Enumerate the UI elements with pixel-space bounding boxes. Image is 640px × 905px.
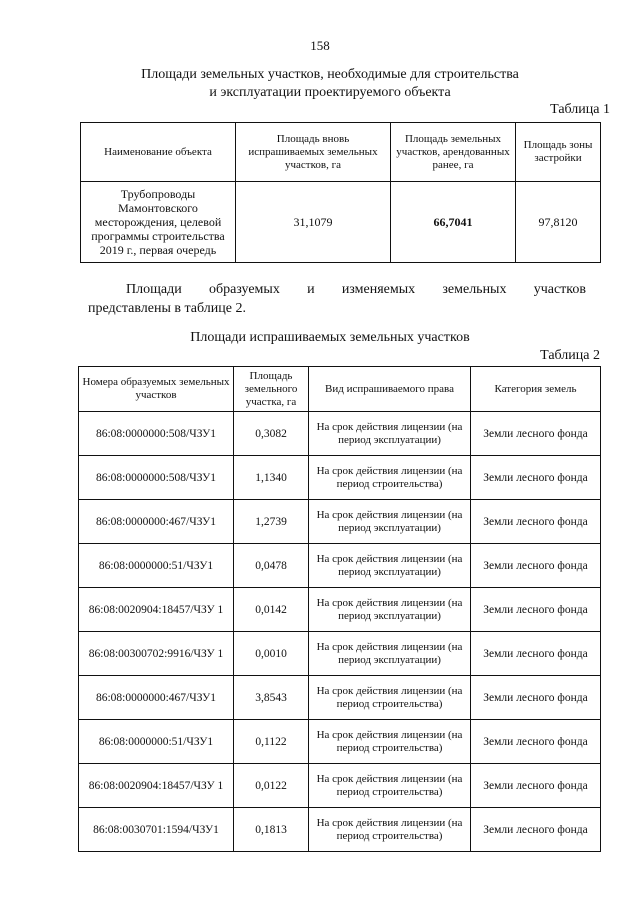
table2-caption: Таблица 2 [540,348,600,363]
plot-number-cell: 86:08:0000000:51/ЧЗУ1 [79,720,234,764]
right-type-cell: На срок действия лицензии (на период строительства) [309,720,471,764]
table-row [79,720,601,764]
right-type-cell: На срок действия лицензии (на период эксплуатации) [309,588,471,632]
land-category-cell: Земли лесного фонда [471,544,601,588]
land-category-cell: Земли лесного фонда [471,808,601,852]
land-category-cell: Земли лесного фонда [471,764,601,808]
header-new-area: Площадь вновь испрашиваемых земельных участков, га [236,123,391,182]
land-plots-table-1 [80,122,601,263]
land-plots-table-2 [78,366,601,852]
plot-area-cell: 0,1813 [234,808,309,852]
table-header-row [81,123,601,182]
table-header-row [79,367,601,412]
header-land-category: Категория земель [471,367,601,412]
page-number: 158 [310,38,330,53]
zone-area-cell: 97,8120 [516,182,601,263]
plot-area-cell: 0,0122 [234,764,309,808]
plot-number-cell: 86:08:0020904:18457/ЧЗУ 1 [79,764,234,808]
table-row [79,412,601,456]
table-row [79,764,601,808]
right-type-cell: На срок действия лицензии (на период строительства) [309,676,471,720]
land-category-cell: Земли лесного фонда [471,720,601,764]
header-plot-area: Площадь земельного участка, га [234,367,309,412]
table1-title-line2: и эксплуатации проектируемого объекта [209,85,451,100]
paragraph-line1: Площади образуемых и изменяемых земельных участков [126,282,586,297]
plot-number-cell: 86:08:0000000:467/ЧЗУ1 [79,500,234,544]
plot-area-cell: 0,0478 [234,544,309,588]
table-row [79,544,601,588]
table-row [79,588,601,632]
table-row [79,808,601,852]
table1-title [0,66,640,102]
land-category-cell: Земли лесного фонда [471,500,601,544]
plot-area-cell: 3,8543 [234,676,309,720]
table1-caption: Таблица 1 [550,102,610,117]
right-type-cell: На срок действия лицензии (на период эксплуатации) [309,500,471,544]
header-zone-area: Площадь зоны застройки [516,123,601,182]
header-right-type: Вид испрашиваемого права [309,367,471,412]
paragraph-line2: представлены в таблице 2. [88,301,246,316]
header-leased-area: Площадь земельных участков, арендованных ранее, га [391,123,516,182]
plot-number-cell: 86:08:0030701:1594/ЧЗУ1 [79,808,234,852]
plot-area-cell: 1,1340 [234,456,309,500]
plot-number-cell: 86:08:0000000:508/ЧЗУ1 [79,456,234,500]
table-row [79,632,601,676]
land-category-cell: Земли лесного фонда [471,632,601,676]
header-object-name: Наименование объекта [81,123,236,182]
right-type-cell: На срок действия лицензии (на период эксплуатации) [309,544,471,588]
right-type-cell: На срок действия лицензии (на период эксплуатации) [309,632,471,676]
plot-number-cell: 86:08:0000000:51/ЧЗУ1 [79,544,234,588]
plot-area-cell: 0,1122 [234,720,309,764]
right-type-cell: На срок действия лицензии (на период строительства) [309,808,471,852]
land-category-cell: Земли лесного фонда [471,676,601,720]
object-name-cell: Трубопроводы Мамонтовского месторождения, целевой программы строительства 2019 г., первая очередь [81,182,236,263]
table-row [79,500,601,544]
land-category-cell: Земли лесного фонда [471,456,601,500]
table-row [81,182,601,263]
plot-area-cell: 0,0010 [234,632,309,676]
leased-area-cell: 66,7041 [391,182,516,263]
table1-title-line1: Площади земельных участков, необходимые для строительства [141,67,519,82]
header-plot-number: Номера образуемых земельных участков [79,367,234,412]
table-row [79,676,601,720]
new-area-cell: 31,1079 [236,182,391,263]
right-type-cell: На срок действия лицензии (на период эксплуатации) [309,412,471,456]
plot-area-cell: 0,3082 [234,412,309,456]
intro-paragraph [88,280,586,318]
land-category-cell: Земли лесного фонда [471,412,601,456]
plot-number-cell: 86:08:0000000:508/ЧЗУ1 [79,412,234,456]
plot-number-cell: 86:08:0020904:18457/ЧЗУ 1 [79,588,234,632]
table2-title: Площади испрашиваемых земельных участков [190,330,470,345]
table-row [79,456,601,500]
land-category-cell: Земли лесного фонда [471,588,601,632]
right-type-cell: На срок действия лицензии (на период строительства) [309,764,471,808]
plot-number-cell: 86:08:00300702:9916/ЧЗУ 1 [79,632,234,676]
right-type-cell: На срок действия лицензии (на период строительства) [309,456,471,500]
plot-area-cell: 1,2739 [234,500,309,544]
plot-number-cell: 86:08:0000000:467/ЧЗУ1 [79,676,234,720]
plot-area-cell: 0,0142 [234,588,309,632]
